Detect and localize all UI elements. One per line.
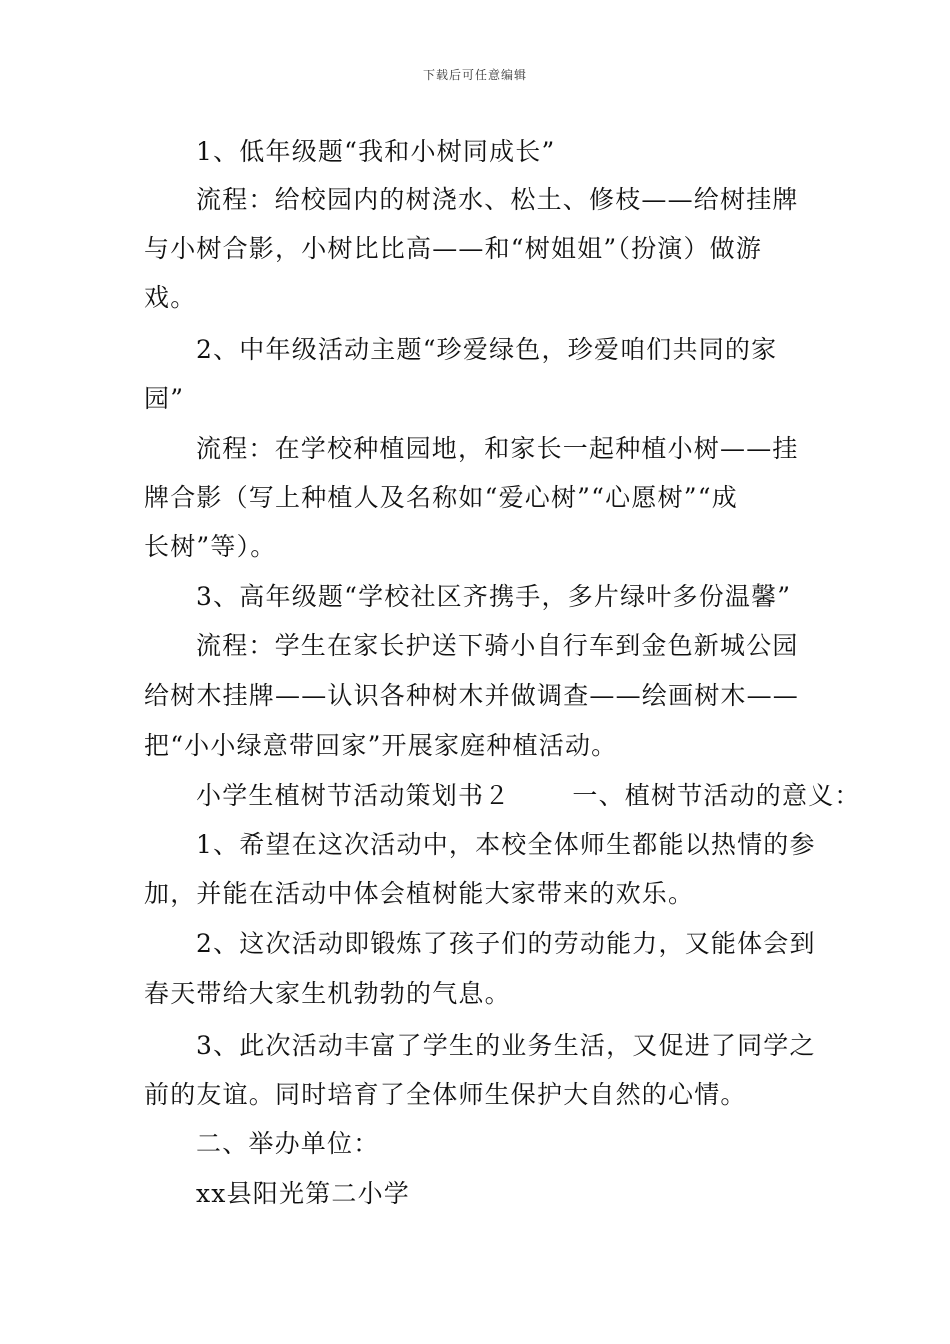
paragraph-line: 与小树合影，小树比比高——和“树姐姐”（扮演）做游 (144, 234, 763, 263)
paragraph-line: 2、中年级活动主题“珍爱绿色，珍爱咱们共同的家 (196, 335, 778, 364)
paragraph-line (196, 780, 876, 812)
paragraph-line: 给树木挂牌——认识各种树木并做调查——绘画树木—— (144, 681, 800, 710)
paragraph-line: 3、此次活动丰富了学生的业务生活，又促进了同学之 (196, 1031, 816, 1060)
page-header: 下载后可任意编辑 (422, 68, 527, 82)
section-heading: 二、举办单位： (196, 1129, 380, 1158)
paragraph-line: 1、低年级题“我和小树同成长” (196, 137, 556, 166)
section-title: 小学生植树节活动策划书２ (196, 781, 511, 810)
paragraph-line: 戏。 (144, 283, 197, 312)
section-heading: 一、植树节活动的意义： (572, 781, 861, 810)
paragraph-line: 流程：学生在家长护送下骑小自行车到金色新城公园 (196, 631, 799, 660)
paragraph-line: 加，并能在活动中体会植树能大家带来的欢乐。 (144, 879, 695, 908)
paragraph-line: 前的友谊。同时培育了全体师生保护大自然的心情。 (144, 1080, 747, 1109)
paragraph-line: 3、高年级题“学校社区齐携手，多片绿叶多份温馨” (196, 582, 792, 611)
paragraph-line: 流程：在学校种植园地，和家长一起种植小树——挂 (196, 434, 799, 463)
paragraph-line: xx县阳光第二小学 (196, 1179, 410, 1208)
paragraph-line: 春天带给大家生机勃勃的气息。 (144, 979, 511, 1008)
paragraph-line: 2、这次活动即锻炼了孩子们的劳动能力，又能体会到 (196, 929, 816, 958)
paragraph-line: 把“小小绿意带回家”开展家庭种植活动。 (144, 731, 618, 760)
paragraph-line: 牌合影（写上种植人及名称如“爱心树”“心愿树”“成 (144, 483, 738, 512)
paragraph-line: 1、希望在这次活动中，本校全体师生都能以热情的参 (196, 830, 816, 859)
paragraph-line: 长树”等）。 (144, 532, 277, 561)
paragraph-line: 园” (144, 384, 185, 413)
paragraph-line: 流程：给校园内的树浇水、松土、修枝——给树挂牌 (196, 185, 799, 214)
